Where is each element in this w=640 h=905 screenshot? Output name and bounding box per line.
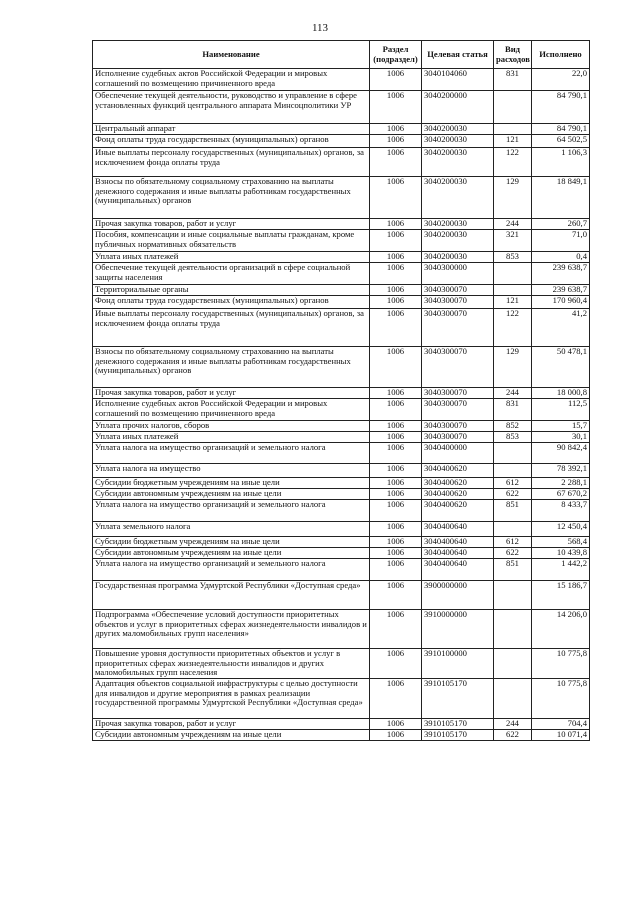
- header-name: Наименование: [93, 41, 370, 69]
- cell-executed: 260,7: [532, 219, 590, 230]
- cell-name: Субсидии автономным учреждениям на иные цели: [93, 489, 370, 500]
- cell-name: Взносы по обязательному социальному страхованию на выплаты денежного содержания и иные выплаты работникам государственных (муниципальных) органов: [93, 177, 370, 219]
- cell-section: 1006: [370, 177, 422, 219]
- cell-expense-type: 622: [494, 548, 532, 559]
- cell-name: Обеспечение текущей деятельности организаций в сфере социальной защиты населения: [93, 263, 370, 285]
- cell-executed: 8 433,7: [532, 500, 590, 522]
- cell-section: 1006: [370, 581, 422, 610]
- cell-article: 3040300070: [422, 388, 494, 399]
- cell-expense-type: [494, 464, 532, 478]
- cell-article: 3040400640: [422, 522, 494, 537]
- cell-section: 1006: [370, 263, 422, 285]
- cell-expense-type: 622: [494, 729, 532, 740]
- cell-expense-type: [494, 581, 532, 610]
- cell-expense-type: [494, 263, 532, 285]
- cell-section: 1006: [370, 219, 422, 230]
- cell-executed: 22,0: [532, 69, 590, 91]
- cell-executed: 170 960,4: [532, 296, 590, 309]
- cell-executed: 2 288,1: [532, 478, 590, 489]
- table-row: [93, 718, 590, 729]
- cell-name: Уплата земельного налога: [93, 522, 370, 537]
- cell-article: 3040300070: [422, 296, 494, 309]
- cell-executed: 71,0: [532, 230, 590, 252]
- cell-executed: 18 849,1: [532, 177, 590, 219]
- table-body: [93, 69, 590, 741]
- cell-section: 1006: [370, 421, 422, 432]
- budget-execution-table: [92, 40, 590, 741]
- cell-section: 1006: [370, 537, 422, 548]
- cell-name: Исполнение судебных актов Российской Федерации и мировых соглашений по возмещению причиненного вреда: [93, 399, 370, 421]
- table-row: [93, 135, 590, 148]
- cell-article: 3040200030: [422, 124, 494, 135]
- cell-article: 3040200030: [422, 177, 494, 219]
- cell-section: 1006: [370, 124, 422, 135]
- cell-executed: 12 450,4: [532, 522, 590, 537]
- table-row: [93, 489, 590, 500]
- cell-section: 1006: [370, 443, 422, 464]
- cell-executed: 64 502,5: [532, 135, 590, 148]
- cell-name: Государственная программа Удмуртской Республики «Доступная среда»: [93, 581, 370, 610]
- cell-name: Уплата налога на имущество организаций и земельного налога: [93, 559, 370, 581]
- table-row: [93, 296, 590, 309]
- table-row: [93, 443, 590, 464]
- cell-expense-type: [494, 124, 532, 135]
- cell-expense-type: 853: [494, 432, 532, 443]
- cell-expense-type: 612: [494, 478, 532, 489]
- cell-executed: 50 478,1: [532, 347, 590, 388]
- table-row: [93, 421, 590, 432]
- cell-executed: 10 439,8: [532, 548, 590, 559]
- cell-executed: 1 106,3: [532, 148, 590, 177]
- cell-name: Уплата налога на имущество: [93, 464, 370, 478]
- cell-section: 1006: [370, 729, 422, 740]
- cell-executed: 704,4: [532, 718, 590, 729]
- cell-executed: 0,4: [532, 252, 590, 263]
- cell-section: 1006: [370, 464, 422, 478]
- cell-article: 3040300000: [422, 263, 494, 285]
- table-row: [93, 559, 590, 581]
- cell-executed: 18 000,8: [532, 388, 590, 399]
- table-row: [93, 69, 590, 91]
- table-row: [93, 347, 590, 388]
- cell-section: 1006: [370, 500, 422, 522]
- cell-section: 1006: [370, 489, 422, 500]
- cell-name: Обеспечение текущей деятельности, руководство и управление в сфере установленных функций центрального аппарата Минсоцполитики УР: [93, 91, 370, 124]
- table-row: [93, 388, 590, 399]
- header-section: Раздел (подраздел): [370, 41, 422, 69]
- cell-executed: 78 392,1: [532, 464, 590, 478]
- cell-article: 3910100000: [422, 649, 494, 679]
- cell-expense-type: [494, 678, 532, 718]
- table-row: [93, 124, 590, 135]
- table-row: [93, 478, 590, 489]
- cell-expense-type: 129: [494, 177, 532, 219]
- cell-article: 3040300070: [422, 421, 494, 432]
- cell-expense-type: 852: [494, 421, 532, 432]
- cell-expense-type: 831: [494, 69, 532, 91]
- cell-expense-type: 121: [494, 296, 532, 309]
- cell-section: 1006: [370, 69, 422, 91]
- cell-section: 1006: [370, 559, 422, 581]
- cell-executed: 30,1: [532, 432, 590, 443]
- cell-name: Исполнение судебных актов Российской Федерации и мировых соглашений по возмещению причиненного вреда: [93, 69, 370, 91]
- cell-article: 3040300070: [422, 285, 494, 296]
- cell-article: 3040400640: [422, 537, 494, 548]
- cell-name: Субсидии бюджетным учреждениям на иные цели: [93, 478, 370, 489]
- cell-expense-type: 244: [494, 388, 532, 399]
- cell-expense-type: [494, 443, 532, 464]
- cell-article: 3910105170: [422, 678, 494, 718]
- table-row: [93, 464, 590, 478]
- cell-name: Адаптация объектов социальной инфраструктуры с целью доступности для инвалидов и другие мероприятия в рамках реализации государственной программы Удмуртской Республики «Доступная среда»: [93, 678, 370, 718]
- cell-executed: 239 638,7: [532, 263, 590, 285]
- cell-executed: 112,5: [532, 399, 590, 421]
- cell-article: 3040400620: [422, 464, 494, 478]
- cell-section: 1006: [370, 347, 422, 388]
- cell-section: 1006: [370, 649, 422, 679]
- cell-expense-type: 122: [494, 309, 532, 347]
- table-row: [93, 263, 590, 285]
- cell-article: 3910000000: [422, 610, 494, 649]
- cell-name: Прочая закупка товаров, работ и услуг: [93, 718, 370, 729]
- cell-expense-type: 851: [494, 559, 532, 581]
- cell-expense-type: 853: [494, 252, 532, 263]
- cell-section: 1006: [370, 432, 422, 443]
- table-row: [93, 148, 590, 177]
- cell-article: 3900000000: [422, 581, 494, 610]
- cell-article: 3040400620: [422, 489, 494, 500]
- cell-expense-type: 612: [494, 537, 532, 548]
- cell-article: 3040400640: [422, 548, 494, 559]
- cell-expense-type: [494, 522, 532, 537]
- table-row: [93, 548, 590, 559]
- cell-section: 1006: [370, 230, 422, 252]
- cell-executed: 239 638,7: [532, 285, 590, 296]
- table-row: [93, 610, 590, 649]
- cell-article: 3040200000: [422, 91, 494, 124]
- cell-article: 3040400620: [422, 478, 494, 489]
- cell-article: 3040200030: [422, 219, 494, 230]
- cell-section: 1006: [370, 610, 422, 649]
- cell-article: 3040300070: [422, 399, 494, 421]
- cell-name: Фонд оплаты труда государственных (муниципальных) органов: [93, 296, 370, 309]
- cell-name: Иные выплаты персоналу государственных (муниципальных) органов, за исключением фонда оплаты труда: [93, 148, 370, 177]
- cell-name: Уплата прочих налогов, сборов: [93, 421, 370, 432]
- cell-article: 3040400000: [422, 443, 494, 464]
- table-row: [93, 252, 590, 263]
- cell-name: Уплата налога на имущество организаций и земельного налога: [93, 443, 370, 464]
- cell-article: 3040200030: [422, 230, 494, 252]
- cell-section: 1006: [370, 148, 422, 177]
- cell-expense-type: 851: [494, 500, 532, 522]
- cell-section: 1006: [370, 678, 422, 718]
- table-row: [93, 285, 590, 296]
- table-row: [93, 649, 590, 679]
- table-row: [93, 729, 590, 740]
- cell-name: Прочая закупка товаров, работ и услуг: [93, 388, 370, 399]
- cell-article: 3910105170: [422, 729, 494, 740]
- cell-expense-type: 121: [494, 135, 532, 148]
- cell-executed: 10 775,8: [532, 678, 590, 718]
- cell-name: Взносы по обязательному социальному страхованию на выплаты денежного содержания и иные выплаты работникам государственных (муниципальных) органов: [93, 347, 370, 388]
- table-row: [93, 91, 590, 124]
- header-expense-type: Вид расходов: [494, 41, 532, 69]
- cell-executed: 67 670,2: [532, 489, 590, 500]
- cell-article: 3040200030: [422, 135, 494, 148]
- cell-section: 1006: [370, 522, 422, 537]
- cell-name: Уплата иных платежей: [93, 432, 370, 443]
- cell-article: 3040300070: [422, 309, 494, 347]
- cell-executed: 84 790,1: [532, 91, 590, 124]
- cell-executed: 41,2: [532, 309, 590, 347]
- cell-name: Субсидии автономным учреждениям на иные цели: [93, 548, 370, 559]
- cell-article: 3910105170: [422, 718, 494, 729]
- cell-section: 1006: [370, 296, 422, 309]
- cell-section: 1006: [370, 252, 422, 263]
- cell-name: Фонд оплаты труда государственных (муниципальных) органов: [93, 135, 370, 148]
- cell-section: 1006: [370, 91, 422, 124]
- cell-expense-type: 622: [494, 489, 532, 500]
- cell-section: 1006: [370, 548, 422, 559]
- page-number: 113: [311, 22, 329, 34]
- cell-article: 3040400620: [422, 500, 494, 522]
- cell-executed: 15 186,7: [532, 581, 590, 610]
- cell-executed: 84 790,1: [532, 124, 590, 135]
- cell-expense-type: 244: [494, 718, 532, 729]
- cell-section: 1006: [370, 135, 422, 148]
- cell-executed: 90 842,4: [532, 443, 590, 464]
- header-executed: Исполнено: [532, 41, 590, 69]
- cell-name: Иные выплаты персоналу государственных (муниципальных) органов, за исключением фонда оплаты труда: [93, 309, 370, 347]
- cell-name: Прочая закупка товаров, работ и услуг: [93, 219, 370, 230]
- table-row: [93, 177, 590, 219]
- cell-section: 1006: [370, 718, 422, 729]
- cell-article: 3040104060: [422, 69, 494, 91]
- table-row: [93, 678, 590, 718]
- cell-expense-type: 244: [494, 219, 532, 230]
- table-row: [93, 581, 590, 610]
- cell-article: 3040300070: [422, 347, 494, 388]
- cell-section: 1006: [370, 478, 422, 489]
- cell-name: Повышение уровня доступности приоритетных объектов и услуг в приоритетных сферах жизнедеятельности инвалидов и других маломобильных групп населения: [93, 649, 370, 679]
- cell-executed: 1 442,2: [532, 559, 590, 581]
- cell-article: 3040400640: [422, 559, 494, 581]
- cell-expense-type: [494, 649, 532, 679]
- table-row: [93, 537, 590, 548]
- table-header-row: [93, 41, 590, 69]
- table-row: [93, 309, 590, 347]
- table-row: [93, 432, 590, 443]
- cell-executed: 10 775,8: [532, 649, 590, 679]
- cell-expense-type: 321: [494, 230, 532, 252]
- cell-expense-type: [494, 610, 532, 649]
- cell-name: Уплата иных платежей: [93, 252, 370, 263]
- cell-expense-type: [494, 91, 532, 124]
- cell-name: Уплата налога на имущество организаций и земельного налога: [93, 500, 370, 522]
- cell-executed: 568,4: [532, 537, 590, 548]
- table-row: [93, 522, 590, 537]
- cell-name: Пособия, компенсации и иные социальные выплаты гражданам, кроме публичных нормативных обязательств: [93, 230, 370, 252]
- table-row: [93, 219, 590, 230]
- cell-executed: 10 071,4: [532, 729, 590, 740]
- cell-name: Подпрограмма «Обеспечение условий доступности приоритетных объектов и услуг в приоритетных сферах жизнедеятельности инвалидов и других маломобильных групп населения»: [93, 610, 370, 649]
- cell-executed: 14 206,0: [532, 610, 590, 649]
- cell-name: Территориальные органы: [93, 285, 370, 296]
- cell-executed: 15,7: [532, 421, 590, 432]
- cell-expense-type: 129: [494, 347, 532, 388]
- cell-section: 1006: [370, 399, 422, 421]
- table-row: [93, 230, 590, 252]
- cell-article: 3040300070: [422, 432, 494, 443]
- cell-name: Субсидии бюджетным учреждениям на иные цели: [93, 537, 370, 548]
- cell-name: Центральный аппарат: [93, 124, 370, 135]
- cell-section: 1006: [370, 309, 422, 347]
- table-row: [93, 500, 590, 522]
- cell-section: 1006: [370, 388, 422, 399]
- header-article: Целевая статья: [422, 41, 494, 69]
- cell-article: 3040200030: [422, 148, 494, 177]
- table-row: [93, 399, 590, 421]
- cell-article: 3040200030: [422, 252, 494, 263]
- cell-section: 1006: [370, 285, 422, 296]
- cell-expense-type: [494, 285, 532, 296]
- cell-expense-type: 831: [494, 399, 532, 421]
- cell-name: Субсидии автономным учреждениям на иные цели: [93, 729, 370, 740]
- cell-expense-type: 122: [494, 148, 532, 177]
